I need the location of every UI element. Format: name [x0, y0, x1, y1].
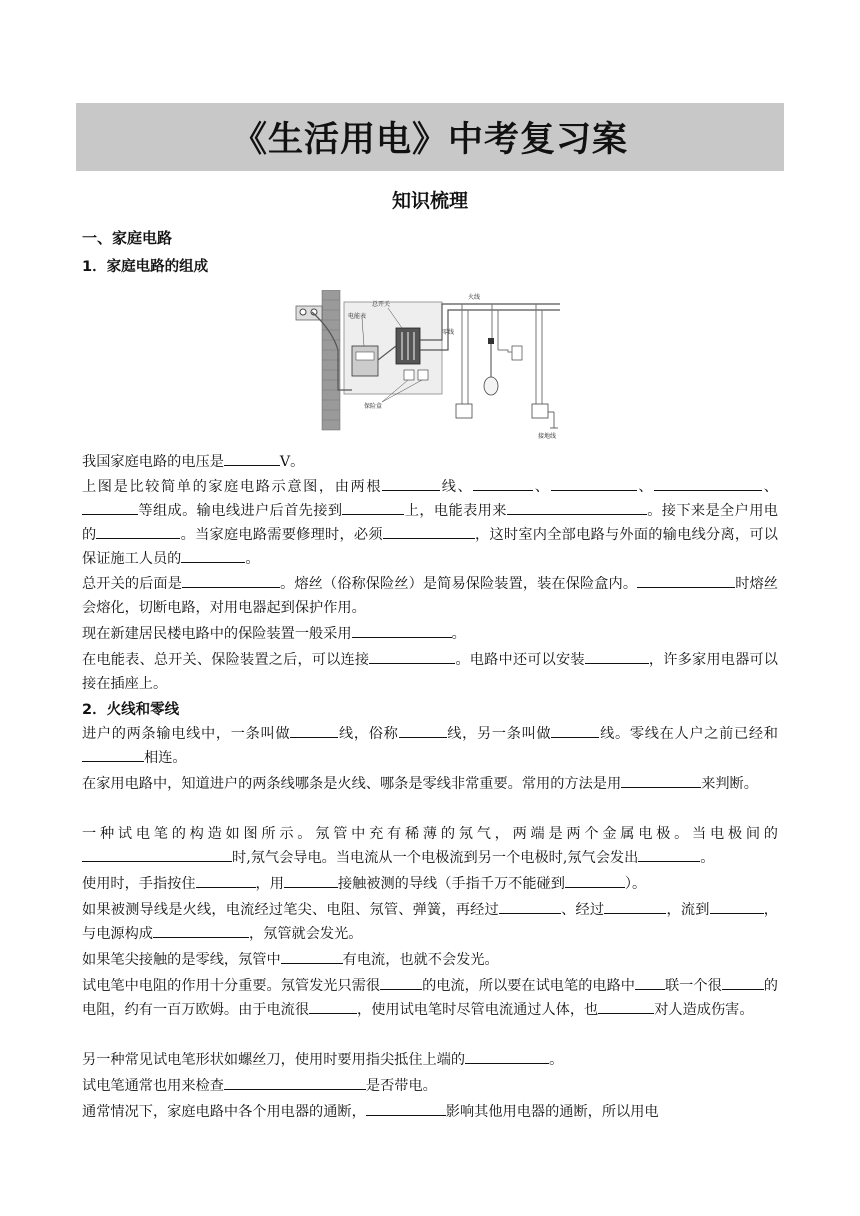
- fill-blank[interactable]: [473, 475, 533, 491]
- fill-blank[interactable]: [196, 872, 256, 888]
- fill-blank[interactable]: [96, 523, 180, 539]
- fill-blank[interactable]: [507, 499, 647, 515]
- section-subtitle: 知识梳理: [391, 190, 468, 212]
- paragraph-live-wire-test: 如果被测导线是火线，电流经过笔尖、电阻、氖管、弹簧，再经过 、经过 ，流到 ，与电源构成 ，氖管就会发光。: [82, 898, 778, 946]
- fill-blank[interactable]: [309, 998, 357, 1014]
- fill-blank[interactable]: [722, 974, 764, 990]
- paragraph-test-pen-usage: 使用时，手指按住 ，用 接触被测的导线（手指千万不能碰到 ）。: [82, 872, 778, 896]
- paragraph-circuit-parts: 上图是比较简单的家庭电路示意图，由两根 线、 、 、 、等组成。输电线进户后首先接到 上，电能表用来 。接下来是全户用电的 。当家庭电路需要修理时，必须 ，这时室内全部电路与外面的输电线分离，可以保证施工人员的 。: [82, 475, 778, 571]
- fill-blank[interactable]: [604, 898, 666, 914]
- label-main-switch: 总开关: [372, 301, 391, 308]
- label-meter: 电能表: [348, 313, 367, 320]
- fill-blank[interactable]: [638, 846, 700, 862]
- fill-blank[interactable]: [565, 872, 625, 888]
- fill-blank[interactable]: [366, 1100, 446, 1116]
- paragraph-test-pen-structure: 一种试电笔的构造如图所示。氖管中充有稀薄的氖气，两端是两个金属电极。当电极间的时,氖气会导电。当电流从一个电极流到另一个电极时,氖气会发出 。: [82, 826, 778, 866]
- fill-blank[interactable]: [598, 998, 654, 1014]
- label-ground-wire: 接地线: [538, 433, 557, 440]
- paragraph-check-enclosure: 试电笔通常也用来检查 是否带电。: [82, 1074, 778, 1098]
- fill-blank[interactable]: [153, 922, 249, 938]
- fill-blank[interactable]: [284, 872, 338, 888]
- paragraph-two-wires: 进户的两条输电线中，一条叫做 线，俗称 线，另一条叫做 线。零线在人户之前已经和相连。: [82, 722, 778, 770]
- paragraph-neutral-wire-test: 如果笔尖接触的是零线，氖管中 有电流，也就不会发光。: [82, 948, 778, 972]
- fill-blank[interactable]: [465, 1048, 549, 1064]
- fill-blank[interactable]: [635, 974, 665, 990]
- paragraph-resistor-role: 试电笔中电阻的作用十分重要。氖管发光只需很 的电流，所以要在试电笔的电路中 联一个很 的电阻，约有一百万欧姆。由于电流很 ，使用试电笔时尽管电流通过人体，也 对人造成伤害。: [82, 974, 778, 1022]
- paragraph-parallel-appliances: 通常情况下，家庭电路中各个用电器的通断， 影响其他用电器的通断，所以用电: [82, 1100, 778, 1124]
- fill-blank[interactable]: [82, 499, 138, 515]
- paragraph-protection-device: 现在新建居民楼电路中的保险装置一般采用 。: [82, 622, 778, 646]
- fill-blank[interactable]: [181, 547, 245, 563]
- label-neutral-wire: 零线: [442, 329, 455, 336]
- fill-blank[interactable]: [585, 648, 649, 664]
- subsection-heading-live-neutral: 2．火线和零线: [82, 702, 180, 718]
- fill-blank[interactable]: [551, 722, 599, 738]
- fill-blank[interactable]: [182, 572, 280, 588]
- label-fuse-box: 保险盒: [364, 403, 383, 410]
- subsection-heading-composition: 1．家庭电路的组成: [82, 259, 209, 275]
- paragraph-fuse: 总开关的后面是 。熔丝（俗称保险丝）是简易保险装置，装在保险盒内。 时熔丝会熔化，切断电路，对用电器起到保护作用。: [82, 572, 778, 620]
- fill-blank[interactable]: [224, 450, 280, 466]
- fill-blank[interactable]: [710, 898, 764, 914]
- fill-blank[interactable]: [621, 772, 701, 788]
- fill-blank[interactable]: [281, 948, 343, 964]
- fill-blank[interactable]: [654, 475, 762, 491]
- fill-blank[interactable]: [382, 475, 440, 491]
- page-title: 《生活用电》中考复习案: [231, 119, 628, 160]
- fill-blank[interactable]: [290, 722, 338, 738]
- label-live-wire: 火线: [468, 294, 481, 301]
- fill-blank[interactable]: [342, 499, 404, 515]
- section-heading-household-circuit: 一、家庭电路: [82, 229, 173, 247]
- paragraph-screwdriver-pen: 另一种常见试电笔形状如螺丝刀，使用时要用指尖抵住上端的 。: [82, 1048, 778, 1072]
- fill-blank[interactable]: [637, 572, 735, 588]
- title-banner: [76, 103, 784, 171]
- fill-blank[interactable]: [383, 523, 475, 539]
- fill-blank[interactable]: [551, 475, 637, 491]
- paragraph-voltage: 我国家庭电路的电压是 V。: [82, 450, 778, 474]
- household-circuit-diagram: [292, 290, 560, 442]
- fill-blank[interactable]: [82, 846, 232, 862]
- paragraph-identify-wires: 在家用电路中，知道进户的两条线哪条是火线、哪条是零线非常重要。常用的方法是用 来判断。: [82, 772, 778, 796]
- paragraph-connections: 在电能表、总开关、保险装置之后，可以连接 。电路中还可以安装 ，许多家用电器可以接在插座上。: [82, 648, 778, 696]
- fill-blank[interactable]: [399, 722, 447, 738]
- fill-blank[interactable]: [352, 622, 452, 638]
- fill-blank[interactable]: [224, 1074, 366, 1090]
- fill-blank[interactable]: [499, 898, 561, 914]
- fill-blank[interactable]: [369, 648, 455, 664]
- fill-blank[interactable]: [380, 974, 422, 990]
- fill-blank[interactable]: [82, 746, 144, 762]
